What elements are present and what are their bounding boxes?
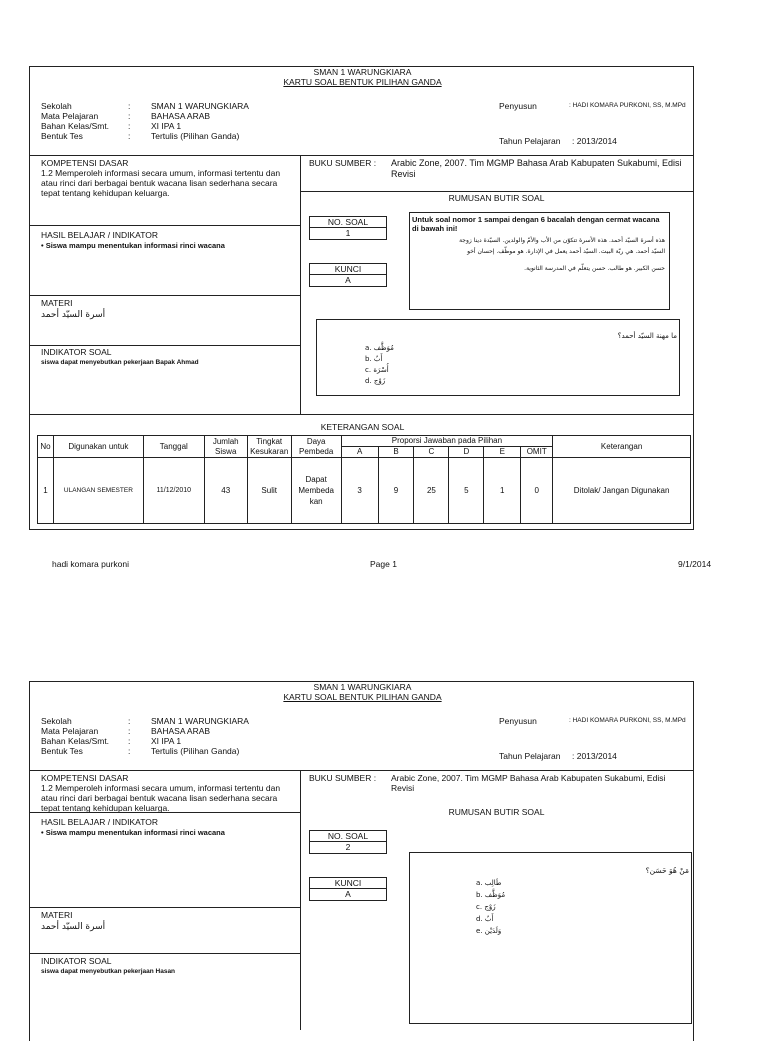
value-bentuk: Tertulis (Pilihan Ganda) (151, 746, 240, 756)
question-card-page-1 (29, 66, 694, 530)
no-soal-value: 1 (309, 228, 387, 240)
value-tahun: : 2013/2014 (572, 136, 617, 146)
cell-c: 25 (414, 458, 449, 524)
label-tahun: Tahun Pelajaran (499, 136, 561, 146)
label-kompetensi: KOMPETENSI DASAR (41, 158, 129, 168)
footer-date: 9/1/2014 (678, 559, 712, 569)
label-hasil: HASIL BELAJAR / INDIKATOR (41, 817, 158, 827)
indikator-text: siswa dapat menyebutkan pekerjaan Hasan (41, 968, 176, 975)
question-text: ما مهنة السيّد أحمد؟ (617, 332, 677, 340)
cell-tanggal: 11/12/2010 (143, 458, 204, 524)
value-bentuk: Tertulis (Pilihan Ganda) (151, 131, 240, 141)
th-a: A (341, 447, 378, 458)
th-no: No (38, 436, 54, 458)
cell-b: 9 (378, 458, 414, 524)
label-materi: MATERI (41, 910, 73, 920)
rumusan-title: RUMUSAN BUTIR SOAL (448, 193, 545, 203)
reading-line: السيّد أحمد. هي ربّة البيت. السيّد أحمد يعمل في الإدارة. هو موظّف. إحسان أخو (467, 248, 665, 255)
cell-daya: Dapat Membeda kan (291, 458, 341, 524)
value-mapel: BAHASA ARAB (151, 111, 211, 121)
question-card-page-2 (29, 681, 694, 1041)
colon: : (128, 121, 131, 131)
value-bahan: XI IPA 1 (151, 736, 182, 746)
colon: : (128, 726, 131, 736)
label-buku: BUKU SUMBER : (309, 773, 377, 783)
buku-text: Arabic Zone, 2007. Tim MGMP Bahasa Arab Kabupaten Sukabumi, Edisi Revisi (391, 773, 666, 793)
th-omit: OMIT (521, 447, 553, 458)
th-daya: Daya Pembeda (291, 436, 341, 458)
th-keterangan: Keterangan (553, 436, 691, 458)
buku-text: Arabic Zone, 2007. Tim MGMP Bahasa Arab Kabupaten Sukabumi, Edisi Revisi (391, 158, 682, 179)
option-c: c. زَوْج (476, 903, 496, 911)
kompetensi-text: 1.2 Memperoleh informasi secara umum, informasi tertentu dan atau rinci dari berbagai bentuk wacana lisan sederhana secara tepat tentang kehidupan keluarga. (41, 783, 281, 813)
colon: : (128, 111, 131, 121)
question-text: مَنْ هُوَ حَسَن؟ (645, 866, 689, 875)
colon: : (128, 736, 131, 746)
label-hasil: HASIL BELAJAR / INDIKATOR (41, 230, 158, 240)
colon: : (128, 101, 131, 111)
keterangan-table (37, 435, 691, 524)
cell-e: 1 (484, 458, 521, 524)
option-d: d. زَوْج (365, 377, 386, 385)
school-title: SMAN 1 WARUNGKIARA (313, 682, 412, 692)
value-sekolah: SMAN 1 WARUNGKIARA (151, 101, 249, 111)
label-penyusun: Penyusun (499, 101, 537, 111)
instruction-text: Untuk soal nomor 1 sampai dengan 6 bacalah dengan cermat wacana di bawah ini! (412, 215, 660, 233)
colon: : (128, 716, 131, 726)
hasil-text: • Siswa mampu menentukan informasi rinci wacana (41, 828, 225, 837)
kunci-value: A (309, 275, 387, 287)
footer-page: Page 1 (370, 559, 397, 569)
label-materi: MATERI (41, 298, 73, 308)
kunci-label: KUNCI (309, 263, 387, 275)
reading-passage-box (409, 212, 670, 310)
th-e: E (484, 447, 521, 458)
option-d: d. أَبٌ (476, 915, 494, 923)
footer-author: hadi komara purkoni (52, 559, 130, 569)
label-bahan: Bahan Kelas/Smt. (41, 736, 110, 746)
value-penyusun: : HADI KOMARA PURKONI, SS, M.MPd (569, 717, 686, 724)
question-box (409, 852, 692, 1024)
label-mapel: Mata Pelajaran (41, 111, 99, 121)
option-b: b. مُوَظَّف (476, 891, 506, 899)
option-e: e. وَلَدَيْن (476, 927, 502, 935)
table-row (38, 458, 691, 524)
question-box (316, 319, 680, 396)
kunci-label: KUNCI (309, 877, 387, 889)
keterangan-title: KETERANGAN SOAL (320, 422, 405, 432)
no-soal-label: NO. SOAL (309, 216, 387, 228)
cell-a: 3 (341, 458, 378, 524)
form-title: KARTU SOAL BENTUK PILIHAN GANDA (283, 692, 442, 702)
th-proporsi: Proporsi Jawaban pada Pilihan (341, 436, 553, 447)
value-sekolah: SMAN 1 WARUNGKIARA (151, 716, 249, 726)
no-soal-label: NO. SOAL (309, 830, 387, 842)
reading-line: هذه أسرة السيّد أحمد. هذه الأسرة تتكوّن من الأب والأمّ والولدين. السيّدة دينا زوجة (459, 237, 665, 244)
cell-d: 5 (449, 458, 484, 524)
label-buku: BUKU SUMBER : (309, 158, 377, 168)
th-c: C (414, 447, 449, 458)
value-penyusun: : HADI KOMARA PURKONI, SS, M.MPd (569, 102, 686, 109)
kompetensi-text: 1.2 Memperoleh informasi secara umum, informasi tertentu dan atau rinci dari berbagai bentuk wacana lisan sederhana secara tepat tentang kehidupan keluarga. (41, 168, 281, 198)
th-d: D (449, 447, 484, 458)
th-b: B (378, 447, 414, 458)
value-tahun: : 2013/2014 (572, 751, 617, 761)
label-sekolah: Sekolah (41, 101, 72, 111)
label-bentuk: Bentuk Tes (41, 746, 83, 756)
label-penyusun: Penyusun (499, 716, 537, 726)
rumusan-title: RUMUSAN BUTIR SOAL (448, 807, 545, 817)
label-indikator: INDIKATOR SOAL (41, 956, 112, 966)
cell-omit: 0 (521, 458, 553, 524)
indikator-text: siswa dapat menyebutkan pekerjaan Bapak Ahmad (41, 359, 199, 366)
colon: : (128, 131, 131, 141)
form-title: KARTU SOAL BENTUK PILIHAN GANDA (283, 77, 442, 87)
kunci-value: A (309, 889, 387, 901)
no-soal-value: 2 (309, 842, 387, 854)
cell-keterangan: Ditolak/ Jangan Digunakan (553, 458, 691, 524)
colon: : (128, 746, 131, 756)
label-sekolah: Sekolah (41, 716, 72, 726)
label-mapel: Mata Pelajaran (41, 726, 99, 736)
materi-text: أسرة السيّد أحمد (41, 310, 106, 320)
th-tingkat: Tingkat Kesukaran (247, 436, 291, 458)
label-bentuk: Bentuk Tes (41, 131, 83, 141)
label-bahan: Bahan Kelas/Smt. (41, 121, 110, 131)
th-digunakan: Digunakan untuk (53, 436, 143, 458)
label-indikator: INDIKATOR SOAL (41, 347, 112, 357)
value-mapel: BAHASA ARAB (151, 726, 211, 736)
option-c: c. أُسْرَة (365, 366, 389, 374)
hasil-text: • Siswa mampu menentukan informasi rinci wacana (41, 241, 225, 250)
th-jumlah: Jumlah Siswa (204, 436, 247, 458)
cell-digunakan: ULANGAN SEMESTER (53, 458, 143, 524)
cell-no: 1 (38, 458, 54, 524)
option-b: b. أَبٌ (365, 355, 383, 363)
th-tanggal: Tanggal (143, 436, 204, 458)
cell-tingkat: Sulit (247, 458, 291, 524)
school-title: SMAN 1 WARUNGKIARA (313, 67, 412, 77)
materi-text: أسرة السيّد أحمد (41, 922, 106, 932)
reading-line: حسن الكبير. هو طالب. حسن يتعلّم في المدرسة الثانوية. (524, 265, 665, 272)
label-tahun: Tahun Pelajaran (499, 751, 561, 761)
value-bahan: XI IPA 1 (151, 121, 182, 131)
option-a: a. مُوَظَّف (365, 344, 394, 352)
option-a: a. طَالِب (476, 879, 502, 887)
label-kompetensi: KOMPETENSI DASAR (41, 773, 129, 783)
cell-jumlah: 43 (204, 458, 247, 524)
